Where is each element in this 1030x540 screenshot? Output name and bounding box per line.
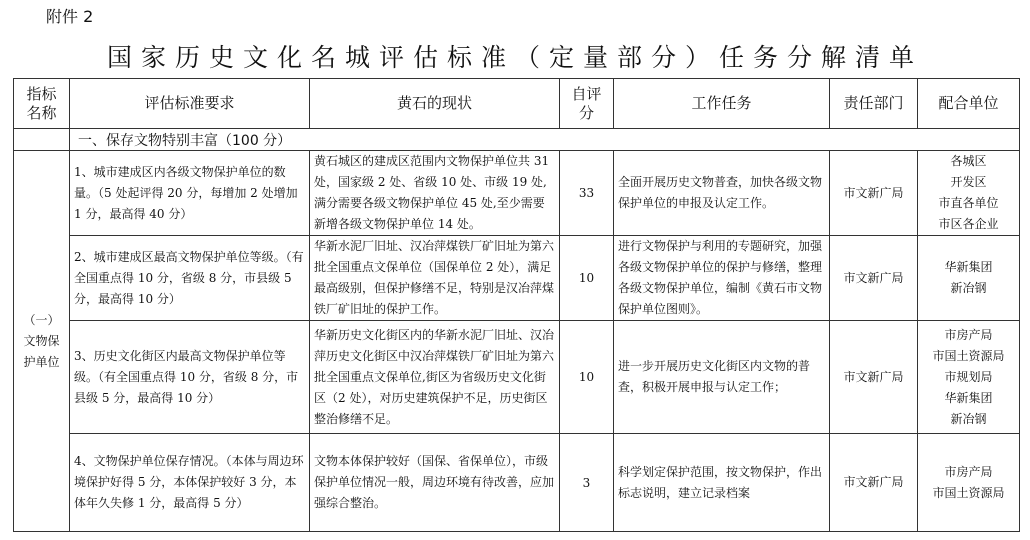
status-cell: 黄石城区的建成区范围内文物保护单位共 31 处，国家级 2 处、省级 10 处、市级 19 处,满分需要各级文物保护单位 45 处,至少需要新增各级文物保护单位 14 处。: [310, 151, 560, 236]
score-cell: 33: [560, 151, 614, 236]
task-cell: 进行文物保护与利用的专题研究，加强各级文物保护单位的保护与修缮，整理各级文物保护单位，编制《黄石市文物保护单位图则》。: [614, 236, 830, 321]
table-row: [14, 151, 1020, 236]
partners-cell: [918, 434, 1020, 532]
partner-item: 华新集团: [944, 260, 993, 274]
category-cell: （一） 文物保 护单位: [14, 151, 70, 532]
partner-item: 开发区: [950, 175, 987, 189]
document-title: 国家历史文化名城评估标准（定量部分）任务分解清单: [106, 43, 923, 72]
table-row: [14, 434, 1020, 532]
header-task: 工作任务: [614, 79, 830, 129]
partner-item: 各城区: [950, 154, 987, 168]
department-cell: 市文新广局: [830, 434, 918, 532]
partner-item: 市规划局: [944, 369, 993, 384]
partner-item: 市直各单位: [938, 196, 999, 210]
section-row: [14, 129, 1020, 151]
partner-item: 市房产局: [944, 464, 993, 479]
table-row: [14, 236, 1020, 321]
partner-item: 市区各企业: [938, 217, 999, 231]
header-criteria: 评估标准要求: [70, 79, 310, 129]
partner-item: 华新集团: [944, 390, 993, 405]
department-cell: 市文新广局: [830, 151, 918, 236]
task-cell: 全面开展历史文物普查，加快各级文物保护单位的申报及认定工作。: [614, 151, 830, 236]
section-empty-cell: [14, 129, 70, 151]
table-row: [14, 321, 1020, 434]
task-breakdown-table: [13, 78, 1020, 532]
score-cell: 3: [560, 434, 614, 532]
partner-item: 市国土资源局: [932, 485, 1005, 500]
criteria-cell: 3、历史文化街区内最高文物保护单位等级。（有全国重点得 10 分，省级 8 分，市县级 5 分，最高得 10 分）: [70, 321, 310, 434]
score-cell: 10: [560, 236, 614, 321]
header-department: 责任部门: [830, 79, 918, 129]
task-cell: 进一步开展历史文化街区内文物的普查，积极开展申报与认定工作；: [614, 321, 830, 434]
status-cell: 华新水泥厂旧址、汉冶萍煤铁厂矿旧址为第六批全国重点文保单位（国保单位 2 处），满足最高级别，但保护修缮不足，特别是汉冶萍煤铁厂矿旧址的保护工作。: [310, 236, 560, 321]
status-cell: 华新历史文化街区内的华新水泥厂旧址、汉冶萍历史文化街区中汉冶萍煤铁厂矿旧址为第六批全国重点文保单位,街区为省级历史文化街区（2 处），对历史建筑保护不足，历史街区整治修缮不足。: [310, 321, 560, 434]
criteria-cell: 1、城市建成区内各级文物保护单位的数量。（5 处起评得 20 分，每增加 2 处增加 1 分，最高得 40 分）: [70, 151, 310, 236]
partner-item: 市房产局: [944, 327, 993, 342]
score-cell: 10: [560, 321, 614, 434]
partners-cell: [918, 151, 1020, 236]
partners-cell: [918, 236, 1020, 321]
partners-cell: [918, 321, 1020, 434]
criteria-cell: 2、城市建成区最高文物保护单位等级。（有全国重点得 10 分，省级 8 分，市县级 5 分，最高得 10 分）: [70, 236, 310, 321]
department-cell: 市文新广局: [830, 321, 918, 434]
department-cell: 市文新广局: [830, 236, 918, 321]
partner-item: 新冶钢: [950, 411, 987, 426]
section-title: 一、保存文物特别丰富（100 分）: [70, 129, 1020, 151]
table-header-row: [14, 79, 1020, 129]
header-indicator: 指标 名称: [14, 79, 70, 129]
attachment-label: 附件 2: [46, 7, 94, 26]
header-partners: 配合单位: [918, 79, 1020, 129]
criteria-cell: 4、文物保护单位保存情况。（本体与周边环境保护好得 5 分，本体保护较好 3 分，本体年久失修 1 分，最高得 5 分）: [70, 434, 310, 532]
header-status: 黄石的现状: [310, 79, 560, 129]
partner-item: 新冶钢: [950, 281, 987, 295]
partner-item: 市国土资源局: [932, 348, 1005, 363]
header-self-score: 自评 分: [560, 79, 614, 129]
task-cell: 科学划定保护范围，按文物保护，作出标志说明，建立记录档案: [614, 434, 830, 532]
status-cell: 文物本体保护较好（国保、省保单位），市级保护单位情况一般，周边环境有待改善，应加强综合整治。: [310, 434, 560, 532]
